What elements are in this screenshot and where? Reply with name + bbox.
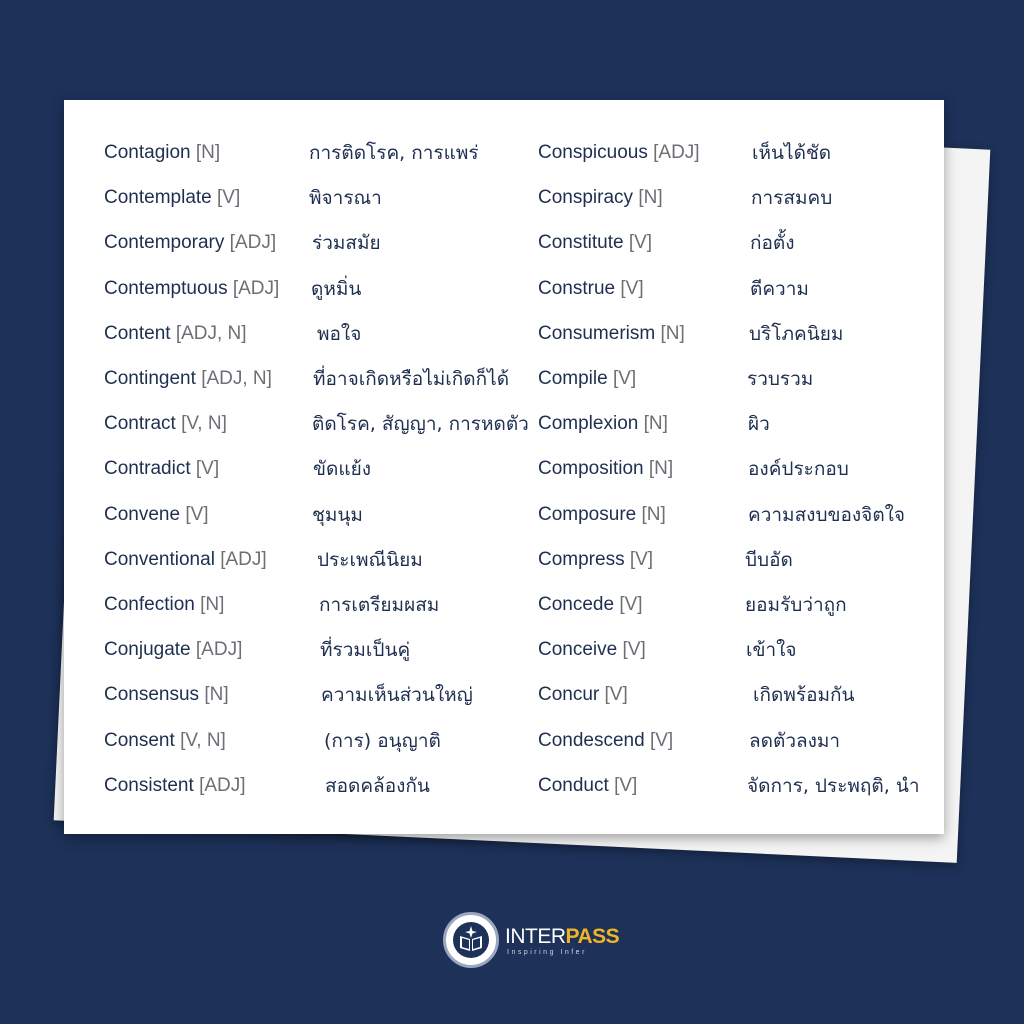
- part-of-speech: [ADJ]: [199, 775, 246, 796]
- vocab-word: Concur: [538, 684, 600, 705]
- part-of-speech: [V]: [622, 639, 646, 660]
- vocab-entry: [104, 771, 246, 801]
- vocab-entry: [538, 319, 685, 349]
- part-of-speech: [V]: [604, 684, 628, 705]
- part-of-speech: [V]: [619, 594, 643, 615]
- part-of-speech: [ADJ]: [653, 142, 700, 163]
- thai-translation: ก่อตั้ง: [750, 232, 795, 254]
- part-of-speech: [ADJ]: [232, 278, 280, 299]
- vocab-word: Consistent: [104, 775, 194, 796]
- vocab-word: Complexion: [538, 413, 639, 434]
- part-of-speech: [N]: [641, 504, 666, 525]
- vocab-entry: [104, 364, 272, 394]
- part-of-speech: [V, N]: [181, 413, 227, 434]
- vocab-word: Composure: [538, 504, 637, 525]
- thai-translation: เกิดพร้อมกัน: [753, 684, 855, 706]
- vocab-entry: [538, 364, 636, 394]
- thai-translation: จัดการ, ประพฤติ, นำ: [747, 775, 920, 797]
- vocab-word: Compile: [538, 368, 608, 389]
- vocabulary-sheet: [64, 100, 944, 834]
- brand-name-inter: INTER: [505, 925, 566, 948]
- vocab-word: Concede: [538, 594, 615, 615]
- thai-translation: ผิว: [748, 413, 770, 435]
- vocab-word: Consensus: [104, 684, 200, 705]
- vocab-entry: [538, 228, 652, 258]
- vocab-word: Condescend: [538, 730, 645, 751]
- vocab-entry: [538, 500, 666, 530]
- vocab-entry: [538, 274, 644, 304]
- vocab-word: Construe: [538, 278, 616, 299]
- part-of-speech: [V, N]: [180, 730, 226, 751]
- thai-translation: ประเพณีนิยม: [317, 549, 423, 571]
- vocab-word: Conventional: [104, 549, 215, 570]
- thai-translation: ชุมนุม: [312, 504, 363, 526]
- thai-translation: พิจารณา: [309, 187, 382, 209]
- vocab-entry: [104, 183, 240, 213]
- thai-translation: เห็นได้ชัด: [752, 142, 832, 164]
- thai-translation: การติดโรค, การแพร่: [309, 142, 479, 164]
- thai-translation: ที่อาจเกิดหรือไม่เกิดก็ได้: [313, 368, 510, 390]
- vocab-word: Conspicuous: [538, 142, 648, 163]
- part-of-speech: [V]: [614, 775, 638, 796]
- vocab-entry: [104, 409, 227, 439]
- part-of-speech: [N]: [643, 413, 668, 434]
- part-of-speech: [N]: [204, 684, 229, 705]
- vocab-word: Contingent: [104, 368, 196, 389]
- vocab-word: Content: [104, 323, 171, 344]
- thai-translation: ขัดแย้ง: [313, 458, 371, 480]
- thai-translation: (การ) อนุญาติ: [324, 730, 441, 752]
- thai-translation: บีบอัด: [745, 549, 793, 571]
- thai-translation: เข้าใจ: [746, 639, 797, 661]
- vocab-word: Consumerism: [538, 323, 656, 344]
- vocab-entry: [104, 228, 276, 258]
- part-of-speech: [V]: [620, 278, 644, 299]
- part-of-speech: [V]: [612, 368, 637, 389]
- vocab-word: Conduct: [538, 775, 609, 796]
- vocab-word: Contemplate: [104, 187, 212, 208]
- vocab-entry: [538, 409, 668, 439]
- part-of-speech: [ADJ]: [220, 549, 267, 570]
- thai-translation: บริโภคนิยม: [749, 323, 844, 345]
- vocab-word: Constitute: [538, 232, 624, 253]
- vocab-word: Conceive: [538, 639, 618, 660]
- part-of-speech: [V]: [628, 232, 653, 253]
- thai-translation: พอใจ: [317, 323, 362, 345]
- thai-translation: องค์ประกอบ: [748, 458, 849, 480]
- vocab-word: Compress: [538, 549, 625, 570]
- vocab-entry: [104, 726, 226, 756]
- vocab-word: Contemporary: [104, 232, 225, 253]
- part-of-speech: [ADJ, N]: [201, 368, 272, 389]
- brand-name-pass: PASS: [565, 925, 620, 948]
- part-of-speech: [ADJ]: [229, 232, 277, 253]
- part-of-speech: [ADJ]: [195, 639, 243, 660]
- vocab-entry: [104, 138, 220, 168]
- vocab-entry: [104, 319, 247, 349]
- vocab-entry: [538, 590, 643, 620]
- thai-translation: การสมคบ: [751, 187, 833, 209]
- vocab-word: Confection: [104, 594, 195, 615]
- vocab-entry: [104, 454, 219, 484]
- vocab-entry: [538, 771, 637, 801]
- vocab-entry: [104, 500, 209, 530]
- vocab-word: Conspiracy: [538, 187, 634, 208]
- thai-translation: สอดคล้องกัน: [325, 775, 430, 797]
- vocab-entry: [538, 635, 646, 665]
- vocab-word: Contemptuous: [104, 278, 228, 299]
- thai-translation: ยอมรับว่าถูก: [745, 594, 847, 616]
- vocab-word: Composition: [538, 458, 644, 479]
- part-of-speech: [N]: [660, 323, 685, 344]
- part-of-speech: [V]: [649, 730, 674, 751]
- part-of-speech: [N]: [638, 187, 663, 208]
- vocab-word: Contagion: [104, 142, 191, 163]
- part-of-speech: [N]: [195, 142, 221, 163]
- vocab-entry: [538, 545, 653, 575]
- vocab-word: Consent: [104, 730, 175, 751]
- vocab-word: Contradict: [104, 458, 191, 479]
- part-of-speech: [V]: [195, 458, 220, 479]
- vocab-word: Convene: [104, 504, 181, 525]
- thai-translation: ติดโรค, สัญญา, การหดตัว: [312, 413, 529, 435]
- part-of-speech: [ADJ, N]: [175, 323, 247, 344]
- vocab-word: Conjugate: [104, 639, 191, 660]
- thai-translation: ความเห็นส่วนใหญ่: [321, 684, 473, 706]
- part-of-speech: [V]: [185, 504, 209, 525]
- vocab-entry: [104, 590, 224, 620]
- vocab-entry: [538, 183, 663, 213]
- part-of-speech: [N]: [200, 594, 225, 615]
- vocab-entry: [538, 454, 673, 484]
- part-of-speech: [V]: [629, 549, 654, 570]
- vocab-entry: [104, 635, 242, 665]
- vocab-entry: [538, 138, 700, 168]
- thai-translation: ร่วมสมัย: [312, 232, 381, 254]
- vocab-entry: [104, 545, 267, 575]
- vocab-entry: [538, 680, 628, 710]
- vocab-entry: [104, 680, 229, 710]
- thai-translation: การเตรียมผสม: [319, 594, 440, 616]
- part-of-speech: [N]: [648, 458, 674, 479]
- book-icon: [443, 912, 499, 968]
- vocab-entry: [104, 274, 279, 304]
- vocab-entry: [538, 726, 673, 756]
- part-of-speech: [V]: [217, 187, 241, 208]
- vocab-word: Contract: [104, 413, 176, 434]
- thai-translation: ตีความ: [750, 278, 809, 300]
- thai-translation: ที่รวมเป็นคู่: [320, 639, 411, 661]
- brand-tagline: Inspiring Infer: [507, 949, 587, 956]
- thai-translation: ความสงบของจิตใจ: [748, 504, 906, 526]
- thai-translation: รวบรวม: [747, 368, 814, 390]
- thai-translation: ลดตัวลงมา: [749, 730, 841, 752]
- interpass-logo: [443, 912, 620, 972]
- thai-translation: ดูหมิ่น: [311, 278, 362, 300]
- brand-name: [505, 925, 619, 949]
